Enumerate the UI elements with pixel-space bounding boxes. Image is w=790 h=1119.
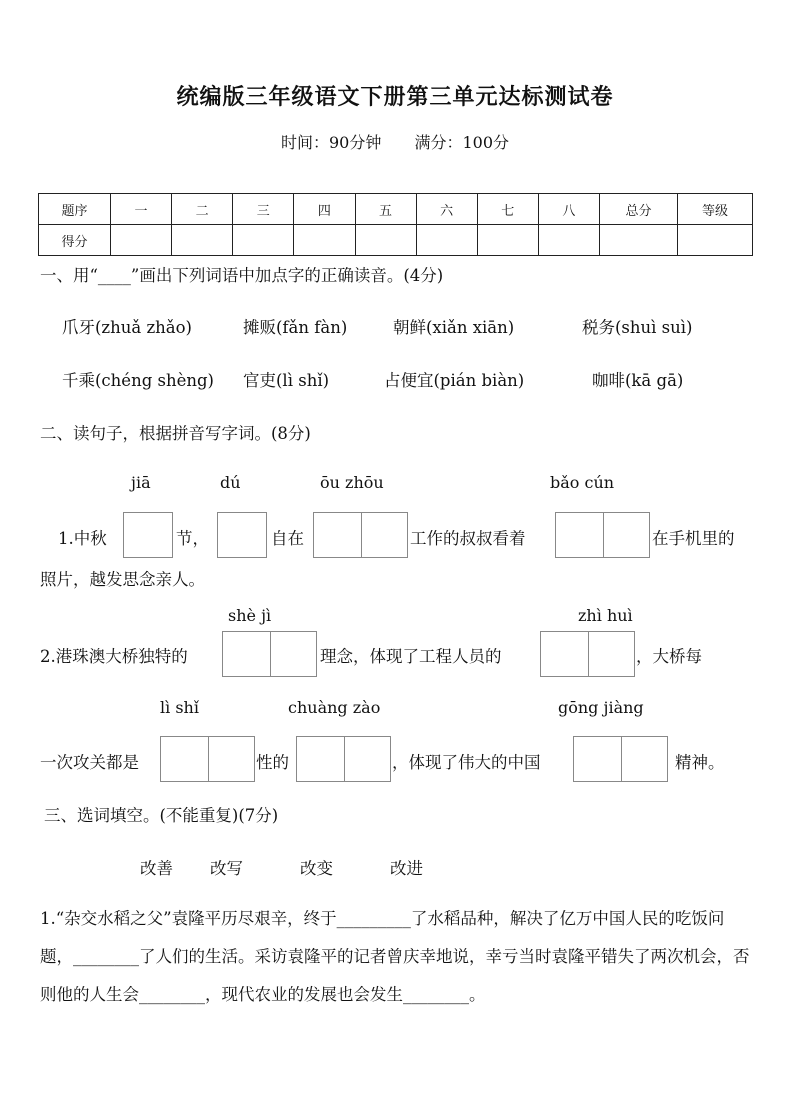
page-title: 统编版三年级语文下册第三单元达标测试卷: [176, 85, 614, 110]
word-option: 税务(shuì suì): [582, 318, 693, 337]
word-option: 爪牙(zhuǎ zhǎo): [62, 318, 192, 337]
pinyin-hint: ōu zhōu: [320, 473, 384, 492]
header-cell: 总分: [600, 194, 678, 225]
sentence-text: 照片，越发思念亲人。: [40, 570, 205, 589]
sentence-text: 自在: [271, 529, 304, 548]
header-cell: 题序: [39, 194, 111, 225]
pinyin-hint: zhì huì: [578, 606, 633, 625]
word-option: 占便宜(pián biàn): [384, 371, 525, 390]
word-choice: 改写: [210, 859, 243, 878]
score-cell[interactable]: [678, 225, 753, 256]
sentence-text: 一次攻关都是: [40, 753, 139, 772]
word-option: 摊贩(fǎn fàn): [243, 318, 348, 337]
section1-heading: 一、用“____”画出下列词语中加点字的正确读音。(4分): [40, 266, 444, 285]
pinyin-hint: shè jì: [228, 606, 272, 625]
answer-box[interactable]: [540, 631, 635, 677]
answer-box[interactable]: [222, 631, 317, 677]
word-choice: 改变: [300, 859, 333, 878]
word-choice: 改进: [390, 859, 423, 878]
header-cell: 六: [416, 194, 477, 225]
header-cell: 一: [111, 194, 172, 225]
sentence-text: 性的: [256, 753, 289, 772]
sentence-text: 在手机里的: [652, 529, 735, 548]
pinyin-hint: chuàng zào: [288, 698, 381, 717]
header-cell: 三: [233, 194, 294, 225]
sentence-text: ，体现了伟大的中国: [392, 753, 541, 772]
score-row-label: 得分: [39, 225, 111, 256]
pinyin-hint: jiā: [131, 473, 151, 492]
word-option: 朝鲜(xiǎn xiān): [393, 318, 515, 337]
pinyin-hint: lì shǐ: [160, 698, 199, 717]
score-cell[interactable]: [538, 225, 599, 256]
sentence-text: ，大桥每: [636, 647, 702, 666]
sentence-text: 工作的叔叔看着: [410, 529, 526, 548]
score-cell[interactable]: [172, 225, 233, 256]
answer-box[interactable]: [123, 512, 173, 558]
exam-time: 时间：90分钟: [280, 133, 382, 152]
section3-heading: 三、选词填空。(不能重复)(7分): [44, 806, 279, 825]
word-option: 咖啡(kā gā): [592, 371, 684, 390]
header-cell: 二: [172, 194, 233, 225]
word-choice: 改善: [140, 859, 173, 878]
header-cell: 八: [538, 194, 599, 225]
answer-box[interactable]: [573, 736, 668, 782]
answer-box[interactable]: [313, 512, 408, 558]
sentence-text: 节，: [176, 529, 209, 548]
score-cell[interactable]: [600, 225, 678, 256]
score-table-header-row: [39, 194, 753, 225]
header-cell: 等级: [678, 194, 753, 225]
answer-box[interactable]: [160, 736, 255, 782]
header-cell: 七: [477, 194, 538, 225]
exam-full-score: 满分：100分: [414, 133, 509, 152]
score-cell[interactable]: [355, 225, 416, 256]
pinyin-hint: dú: [220, 473, 241, 492]
header-cell: 五: [355, 194, 416, 225]
sentence-text: 2.港珠澳大桥独特的: [40, 647, 188, 666]
word-option: 官吏(lì shǐ): [243, 371, 330, 390]
score-cell[interactable]: [477, 225, 538, 256]
score-cell[interactable]: [233, 225, 294, 256]
score-cell[interactable]: [416, 225, 477, 256]
answer-box[interactable]: [555, 512, 650, 558]
score-table: [38, 193, 753, 256]
answer-box[interactable]: [217, 512, 267, 558]
pinyin-hint: bǎo cún: [550, 473, 615, 492]
score-table-score-row: [39, 225, 753, 256]
exam-info: [0, 130, 790, 153]
pinyin-hint: gōng jiàng: [558, 698, 644, 717]
answer-box[interactable]: [296, 736, 391, 782]
word-option: 千乘(chéng shèng): [62, 371, 214, 390]
score-cell[interactable]: [111, 225, 172, 256]
sentence-text: 1.中秋: [58, 529, 107, 548]
fill-in-paragraph: 1.“杂交水稻之父”袁隆平历尽艰辛，终于_________了水稻品种，解决了亿万中国人民的吃饭问题，________了人们的生活。采访袁隆平的记者曾庆幸地说，幸亏当时袁隆平错失了两次机会，否则他的人生会________，现代农业的发展也会发生________。: [40, 909, 750, 1004]
sentence-text: 理念，体现了工程人员的: [320, 647, 502, 666]
score-cell[interactable]: [294, 225, 355, 256]
section2-heading: 二、读句子，根据拼音写字词。(8分): [40, 424, 311, 443]
sentence-text: 精神。: [675, 753, 725, 772]
header-cell: 四: [294, 194, 355, 225]
